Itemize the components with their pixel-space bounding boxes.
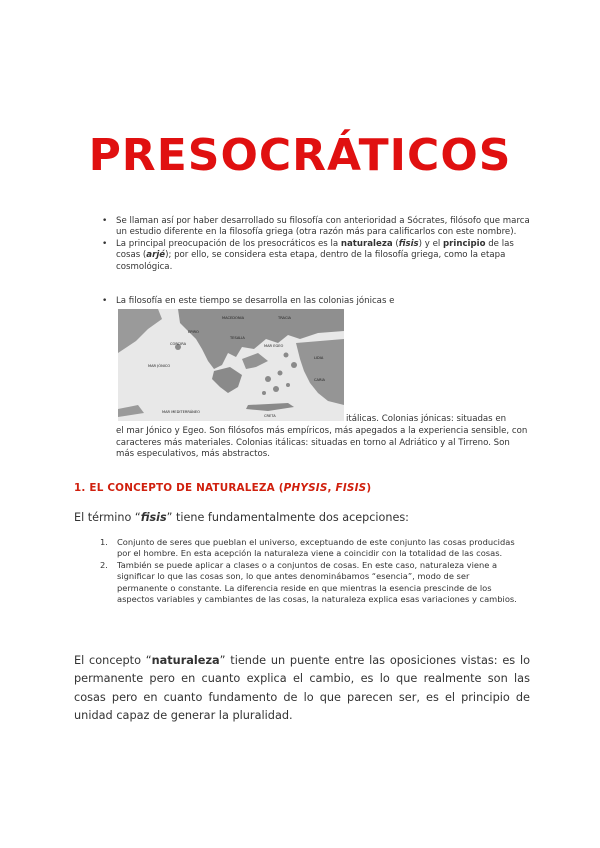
term-fisis: fisis [398,238,419,249]
intro-sentence [74,511,534,524]
map-label: MAR MEDITERRÁNEO [162,410,200,414]
map-label: CORCIRA [170,342,187,346]
bullet-item-2 [100,239,530,273]
map-label: TRACIA [278,316,291,320]
bullet-item-3: La filosofía en este tiempo se desarrolla en las colonias jónicas e [116,296,395,306]
map-label: MAR EGEO [264,344,284,348]
intro-text: ” tiene fundamentalmente dos acepciones: [166,511,409,524]
map-label: LIDIA [314,356,324,360]
definition-item-2 [100,560,520,606]
definition-item-1 [100,537,520,560]
page-title: PRESOCRÁTICOS [88,130,512,181]
closing-paragraph [74,652,530,726]
definition-text: También se puede aplicar a clases o a conjuntos de cosas. En este caso, naturaleza viene a significar lo que las cosas son, lo que antes denominábamos “esencia”, modo de ser permanente o constante. La diferencia reside en que mientras la esencia prescinde de los aspectos variables y cambiantes de las cosas, la naturaleza explica esas variaciones y cambios. [117,559,517,605]
heading-text: ) [366,482,372,494]
term-naturaleza: naturaleza [340,238,393,249]
colonies-rest: el mar Jónico y Egeo. Son filósofos más empíricos, más apegados a la experiencia sensible, con caracteres más materiales. Colonias itálicas: situadas en torno al Adriático y al Tirreno. Son más especulativos, más abstractos. [116,425,528,460]
heading-text: 1. EL CONCEPTO DE NATURALEZA ( [74,482,284,494]
map-label: TESALIA [230,336,245,340]
heading-text: , [327,482,336,494]
section-heading [74,482,371,494]
closing-text: El concepto “ [74,654,152,667]
closing-text: ” tiende un puente entre las oposiciones vistas: es lo permanente pero en cuanto explica el cambio, es lo que realmente son las cosas pero en cuanto fundamento de lo que parecen ser, es el principio de unidad capaz de generar la pluralidad. [74,654,530,723]
heading-fisis: FISIS [335,482,367,494]
bullet-text: Se llaman así por haber desarrollado su filosofía con anterioridad a Sócrates, filósofo que marca un estudio diferente en la filosofía griega (otra razón más para calificarlos con este nombre). [116,216,530,238]
colonies-paragraph [116,414,530,461]
bullet-marker: • [102,296,108,306]
map-label: EPIRO [188,330,199,334]
map-label: MAR JÓNICO [148,364,171,368]
map-label: MACEDONIA [222,316,245,320]
map-label: CARIA [314,378,325,382]
bullet-text: de las cosas ( [116,238,514,261]
term-principio: principio [442,238,486,249]
heading-physis: PHYSIS [283,482,328,494]
intro-text: El término “ [74,511,141,524]
intro-bullet-list [100,216,530,273]
map-graphic [118,309,344,421]
list-number: 2. [100,559,108,570]
term-fisis-intro: fisis [140,511,167,524]
bullet-text: ) y el [418,238,443,249]
term-naturaleza-closing: naturaleza [151,654,220,667]
bullet-text: ); por ello, se considera esta etapa, dentro de la filosofía griega, como la etapa cosmológica. [116,250,506,272]
definition-text: Conjunto de seres que pueblan el universo, exceptuando de este conjunto las cosas producidas por el hombre. En esta acepción la naturaleza viene a coincidir con la totalidad de las cosas. [117,537,515,559]
greece-map-image [118,309,344,421]
bullet-text: ( [392,238,399,249]
definitions-list [100,537,520,605]
map-label: CRETA [264,414,276,418]
bullet-text: La principal preocupación de los presocráticos es la [116,238,341,249]
colonies-line-1: itálicas. Colonias jónicas: situadas en [346,414,507,424]
bullet-item-1 [100,216,530,239]
term-arje: arjé [146,250,166,261]
list-number: 1. [100,537,108,547]
